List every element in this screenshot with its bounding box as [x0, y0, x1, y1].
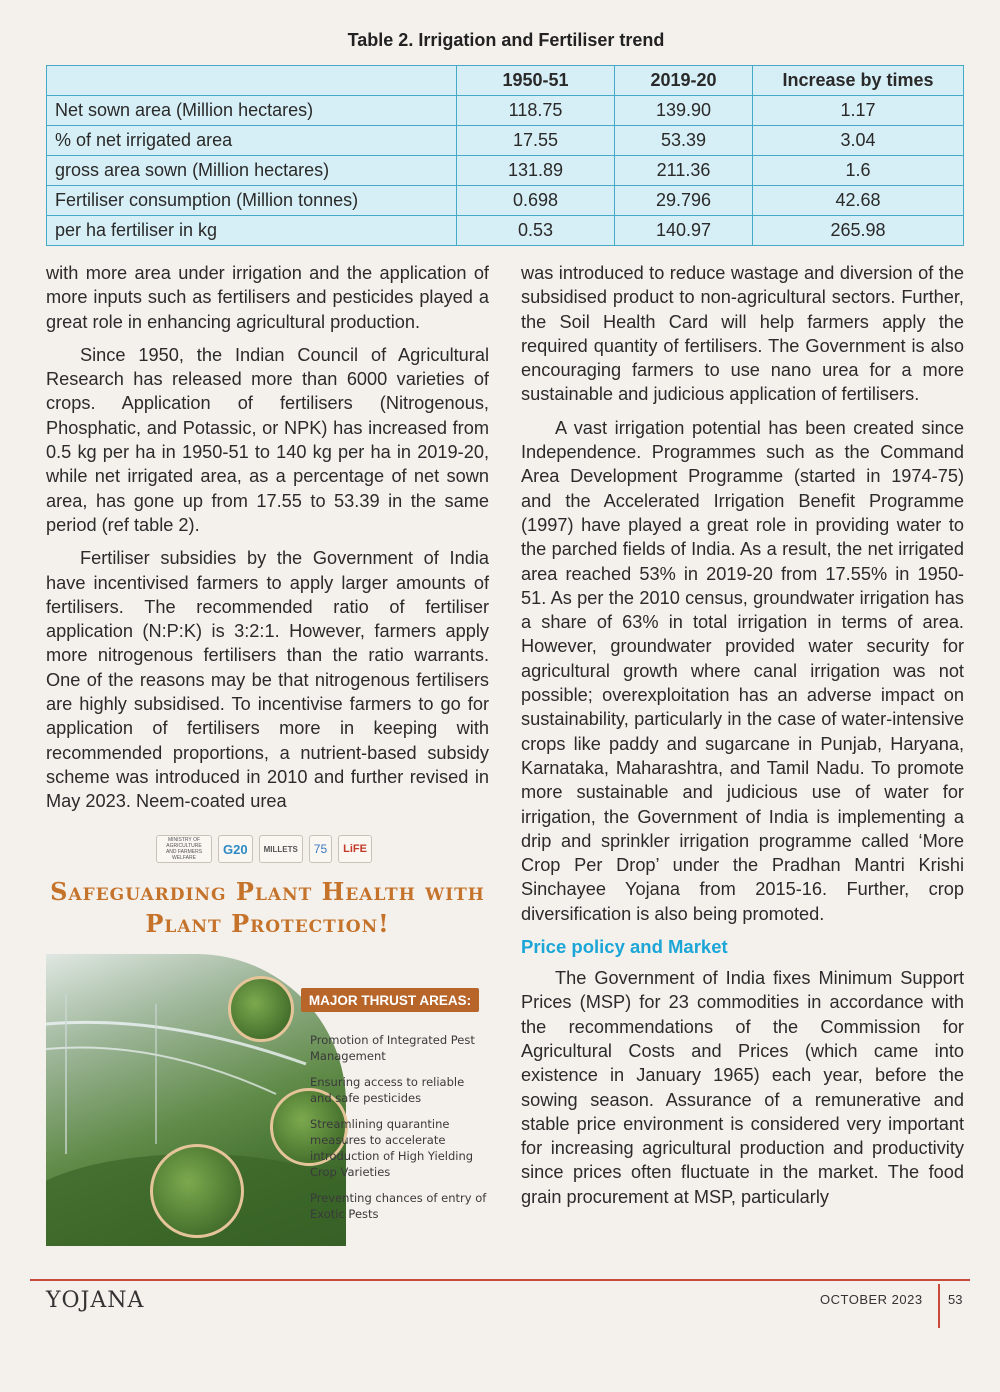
- list-item: Streamlining quarantine measures to accelerate introduction of High Yielding Crop Varieties: [310, 1117, 474, 1179]
- footer-separator: [938, 1284, 940, 1328]
- list-item: Ensuring access to reliable and safe pesticides: [310, 1075, 465, 1105]
- paragraph: A vast irrigation potential has been created since Independence. Programmes such as the Command Area Development Programme (started in 1974-75) and the Accelerated Irrigation Benefit Programme (1997) have played a great role in providing water to the parched fields of India. As a result, the net irrigated area reached 53% in 2019-20 from 17.55% in 1950-51. As per the 2010 census, groundwater irrigation has a share of 63% in total irrigation in terms of area. However, groundwater provided water security for agricultural growth where canal irrigation was not possible; overexploitation has an adverse impact on sustainability, particularly in the case of water-intensive crops like paddy and sugarcane in Punjab, Haryana, Karnataka, Maharashtra, and Tamil Nadu. To promote more sustainable and judicious use of water for irrigation, the Government of India is implementing a drip and sprinkler irrigation programme called ‘More Crop Per Drop’ under the Pradhan Mantri Krishi Sinchayee Yojana from 2015-16. Further, crop diversification is also being promoted.: [521, 417, 964, 924]
- ad-title-line: Plant Protection!: [145, 909, 390, 938]
- list-item: Preventing chances of entry of Exotic Pests: [310, 1191, 487, 1221]
- table-row: [47, 216, 964, 246]
- thrust-areas-heading: MAJOR THRUST AREAS:: [301, 988, 479, 1012]
- ad-title: [46, 876, 489, 940]
- section-heading: Price policy and Market: [521, 936, 728, 958]
- table-row: [47, 96, 964, 126]
- cell-value: 1.6: [753, 156, 964, 186]
- list-item: Promotion of Integrated Pest Management: [310, 1033, 475, 1063]
- header-cell: Increase by times: [753, 66, 964, 96]
- right-text-column: [521, 261, 964, 1218]
- thrust-areas-list: [310, 1032, 488, 1232]
- table-row: [47, 156, 964, 186]
- life-logo: LiFE: [338, 835, 372, 863]
- cell-value: 211.36: [615, 156, 753, 186]
- paragraph: with more area under irrigation and the application of more inputs such as fertilisers and pesticides played a great role in enhancing agricultural production.: [46, 263, 489, 332]
- row-label: per ha fertiliser in kg: [47, 216, 457, 246]
- row-label: % of net irrigated area: [47, 126, 457, 156]
- azadi-75-logo: 75: [309, 835, 332, 863]
- partner-logos: [156, 832, 396, 866]
- irrigation-fertiliser-table: [46, 65, 964, 246]
- table-caption: Table 2. Irrigation and Fertiliser trend: [347, 30, 665, 50]
- cell-value: 140.97: [615, 216, 753, 246]
- cell-value: 118.75: [457, 96, 615, 126]
- paragraph: Since 1950, the Indian Council of Agricultural Research has released more than 6000 varieties of crops. Application of fertilisers (Nitrogenous, Phosphatic, and Potassic, or NPK) has increased from 0.5 kg per ha in 1950-51 to 140 kg per ha in 2019-20, while net irrigated area, as a percentage of net sown area, has gone up from 17.55 to 53.39 in the same period (ref table 2).: [46, 344, 489, 535]
- plant-closeup-image: [150, 1144, 244, 1238]
- header-cell: 1950-51: [457, 66, 615, 96]
- cell-value: 139.90: [615, 96, 753, 126]
- magazine-brand: YOJANA: [46, 1288, 145, 1313]
- ad-title-line: Safeguarding Plant Health with: [50, 877, 485, 906]
- cell-value: 131.89: [457, 156, 615, 186]
- cell-value: 1.17: [753, 96, 964, 126]
- cell-value: 3.04: [753, 126, 964, 156]
- plant-protection-advertisement: [46, 826, 489, 1246]
- issue-date: OCTOBER 2023: [820, 1292, 923, 1307]
- paragraph: The Government of India fixes Minimum Support Prices (MSP) for 23 commodities in accordance with the recommendations of the Commission for Agricultural Costs and Prices (which came into existence in January 1965) each year, before the sowing season. Assurance of a remunerative and stable price environment is considered very important for increasing agricultural production and productivity since prices often fluctuate in the market. The food grain procurement at MSP, particularly: [521, 968, 964, 1207]
- left-text-column: [46, 261, 489, 823]
- page-number: 53: [948, 1292, 963, 1307]
- cell-value: 0.698: [457, 186, 615, 216]
- cell-value: 0.53: [457, 216, 615, 246]
- header-cell: 2019-20: [615, 66, 753, 96]
- cell-value: 53.39: [615, 126, 753, 156]
- row-label: gross area sown (Million hectares): [47, 156, 457, 186]
- paragraph: Fertiliser subsidies by the Government of India have incentivised farmers to apply larger amounts of fertilisers. The recommended ratio of fertiliser application (N:P:K) is 3:2:1. However, farmers apply more nitrogenous fertilisers than the ratio warrants. One of the reasons may be that nitrogenous fertilisers are highly subsidised. To incentivise farmers to go for application of fertilisers more in keeping with recommended proportions, a nutrient-based subsidy scheme was introduced in 2010 and further revised in May 2023. Neem-coated urea: [46, 548, 489, 812]
- cell-value: 265.98: [753, 216, 964, 246]
- table-row: [47, 126, 964, 156]
- ministry-emblem-logo: MINISTRY OF AGRICULTURE AND FARMERS WELFARE: [156, 835, 212, 863]
- cell-value: 29.796: [615, 186, 753, 216]
- paragraph: was introduced to reduce wastage and diversion of the subsidised product to non-agricultural sectors. Further, the Soil Health Card will help farmers apply the required quantity of fertilisers. The Government is also encouraging farmers to use nano urea for a more sustainable and judicious application of fertilisers.: [521, 263, 964, 405]
- spraying-farmer-image: [228, 976, 294, 1042]
- g20-logo: G20: [218, 835, 253, 863]
- header-cell: [47, 66, 457, 96]
- footer-divider: [30, 1279, 970, 1281]
- table-header-row: [47, 66, 964, 96]
- table-row: [47, 186, 964, 216]
- cell-value: 42.68: [753, 186, 964, 216]
- cell-value: 17.55: [457, 126, 615, 156]
- row-label: Fertiliser consumption (Million tonnes): [47, 186, 457, 216]
- millets-logo: MILLETS: [259, 835, 303, 863]
- row-label: Net sown area (Million hectares): [47, 96, 457, 126]
